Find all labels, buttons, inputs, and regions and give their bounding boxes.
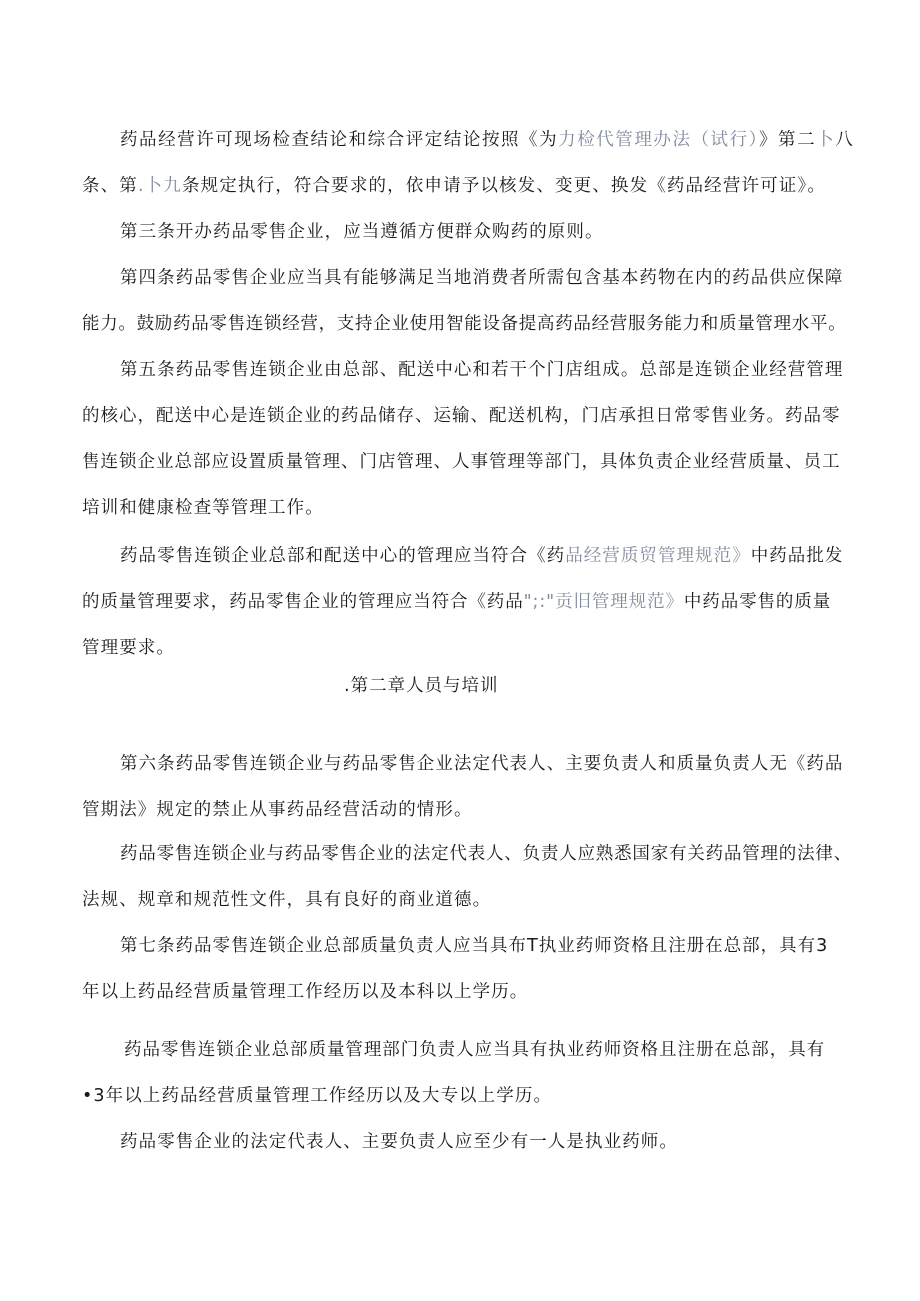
text-segment: 药品零售连锁企业总部和配送中心的管理应当符合《药 bbox=[120, 546, 566, 566]
paragraph-line bbox=[120, 128, 854, 152]
text-segment: 药品经营许可现场检查结论和综合评定结论按照《为 bbox=[120, 130, 559, 150]
paragraph-line bbox=[120, 220, 604, 244]
text-segment: 能力。鼓励药品零售连锁经营，支持企业使用智能设备提高药品经营服务能力和质量管理水平。 bbox=[82, 314, 847, 334]
text-segment: 条、第 bbox=[82, 176, 138, 196]
paragraph-line bbox=[120, 1130, 678, 1154]
paragraph-line bbox=[124, 1038, 825, 1062]
paragraph-line bbox=[82, 636, 175, 660]
text-segment-faded: ";:"贡旧管理规范》 bbox=[523, 592, 684, 612]
paragraph-line bbox=[82, 450, 841, 474]
paragraph-line bbox=[82, 312, 846, 336]
paragraph-line bbox=[82, 404, 841, 428]
text-segment: 》第二 bbox=[758, 130, 817, 150]
text-segment: 法规、规章和规范性文件，具有良好的商业道德。 bbox=[82, 890, 492, 910]
text-segment: •3年以上药品经营质量管理工作经历以及大专以上学历。 bbox=[82, 1086, 553, 1106]
text-segment: 售连锁企业总部应设置质量管理、门店管理、人事管理等部门，具体负责企业经营质量、员工 bbox=[82, 452, 841, 472]
text-segment: 八 bbox=[835, 130, 855, 150]
text-segment-faded: 卜 bbox=[816, 130, 836, 150]
text-segment: 第三条开办药品零售企业，应当遵循方便群众购药的原则。 bbox=[120, 222, 604, 242]
text-segment: 中药品零售的质量 bbox=[683, 592, 832, 612]
paragraph-line bbox=[82, 980, 528, 1004]
text-segment: 年以上药品经营质量管理工作经历以及本科以上学历。 bbox=[82, 982, 529, 1002]
text-segment: 培训和健康检查等管理工作。 bbox=[82, 498, 324, 518]
paragraph-line bbox=[120, 266, 843, 290]
text-segment: 第七条药品零售连锁企业总部质量负责人应当具布T执业药师资格且注册在总部，具有3 bbox=[120, 936, 829, 956]
text-segment: 的核心，配送中心是连锁企业的药品储存、运输、配送机构，门店承担日常零售业务。药品零 bbox=[82, 406, 841, 426]
paragraph-line bbox=[82, 1084, 552, 1108]
text-segment-faded: .卜九 bbox=[137, 176, 182, 196]
paragraph-line bbox=[82, 798, 473, 822]
text-segment: 第五条药品零售连锁企业由总部、配送中心和若干个门店组成。总部是连锁企业经营管理 bbox=[120, 360, 844, 380]
paragraph-line bbox=[120, 544, 843, 568]
text-segment: 第四条药品零售企业应当具有能够满足当地消费者所需包含基本药物在内的药品供应保障 bbox=[120, 268, 844, 288]
paragraph-line bbox=[120, 934, 828, 958]
text-segment: 的质量管理要求，药品零售企业的管理应当符合《药品 bbox=[82, 592, 524, 612]
text-segment-faded: 力检代管理办法（试行） bbox=[558, 130, 759, 150]
text-segment-faded: 品经营质贸管理规范》 bbox=[565, 546, 751, 566]
paragraph-line bbox=[82, 496, 324, 520]
paragraph-line bbox=[120, 752, 843, 776]
paragraph-line bbox=[82, 888, 491, 912]
text-segment: 条规定执行，符合要求的，依申请予以核发、变更、换发《药品经营许可证》。 bbox=[181, 176, 826, 196]
paragraph-line bbox=[82, 590, 831, 614]
text-segment: 药品零售连锁企业与药品零售企业的法定代表人、负责人应熟悉国家有关药品管理的法律、 bbox=[120, 844, 852, 864]
text-segment: 管理要求。 bbox=[82, 638, 175, 658]
text-segment: 药品零售企业的法定代表人、主要负责人应至少有一人是执业药师。 bbox=[120, 1132, 678, 1152]
text-segment: .第二章人员与培训 bbox=[344, 676, 499, 696]
text-segment: 第六条药品零售连锁企业与药品零售企业法定代表人、主要负责人和质量负责人无《药品 bbox=[120, 754, 844, 774]
text-segment: 药品零售连锁企业总部质量管理部门负责人应当具有执业药师资格且注册在总部，具有 bbox=[124, 1040, 826, 1060]
text-segment: 中药品批发 bbox=[750, 546, 844, 566]
chapter-heading bbox=[344, 674, 499, 698]
paragraph-line bbox=[82, 174, 826, 198]
paragraph-line bbox=[120, 842, 852, 866]
text-segment: 管期法》规定的禁止从事药品经营活动的情形。 bbox=[82, 800, 473, 820]
paragraph-line bbox=[120, 358, 843, 382]
